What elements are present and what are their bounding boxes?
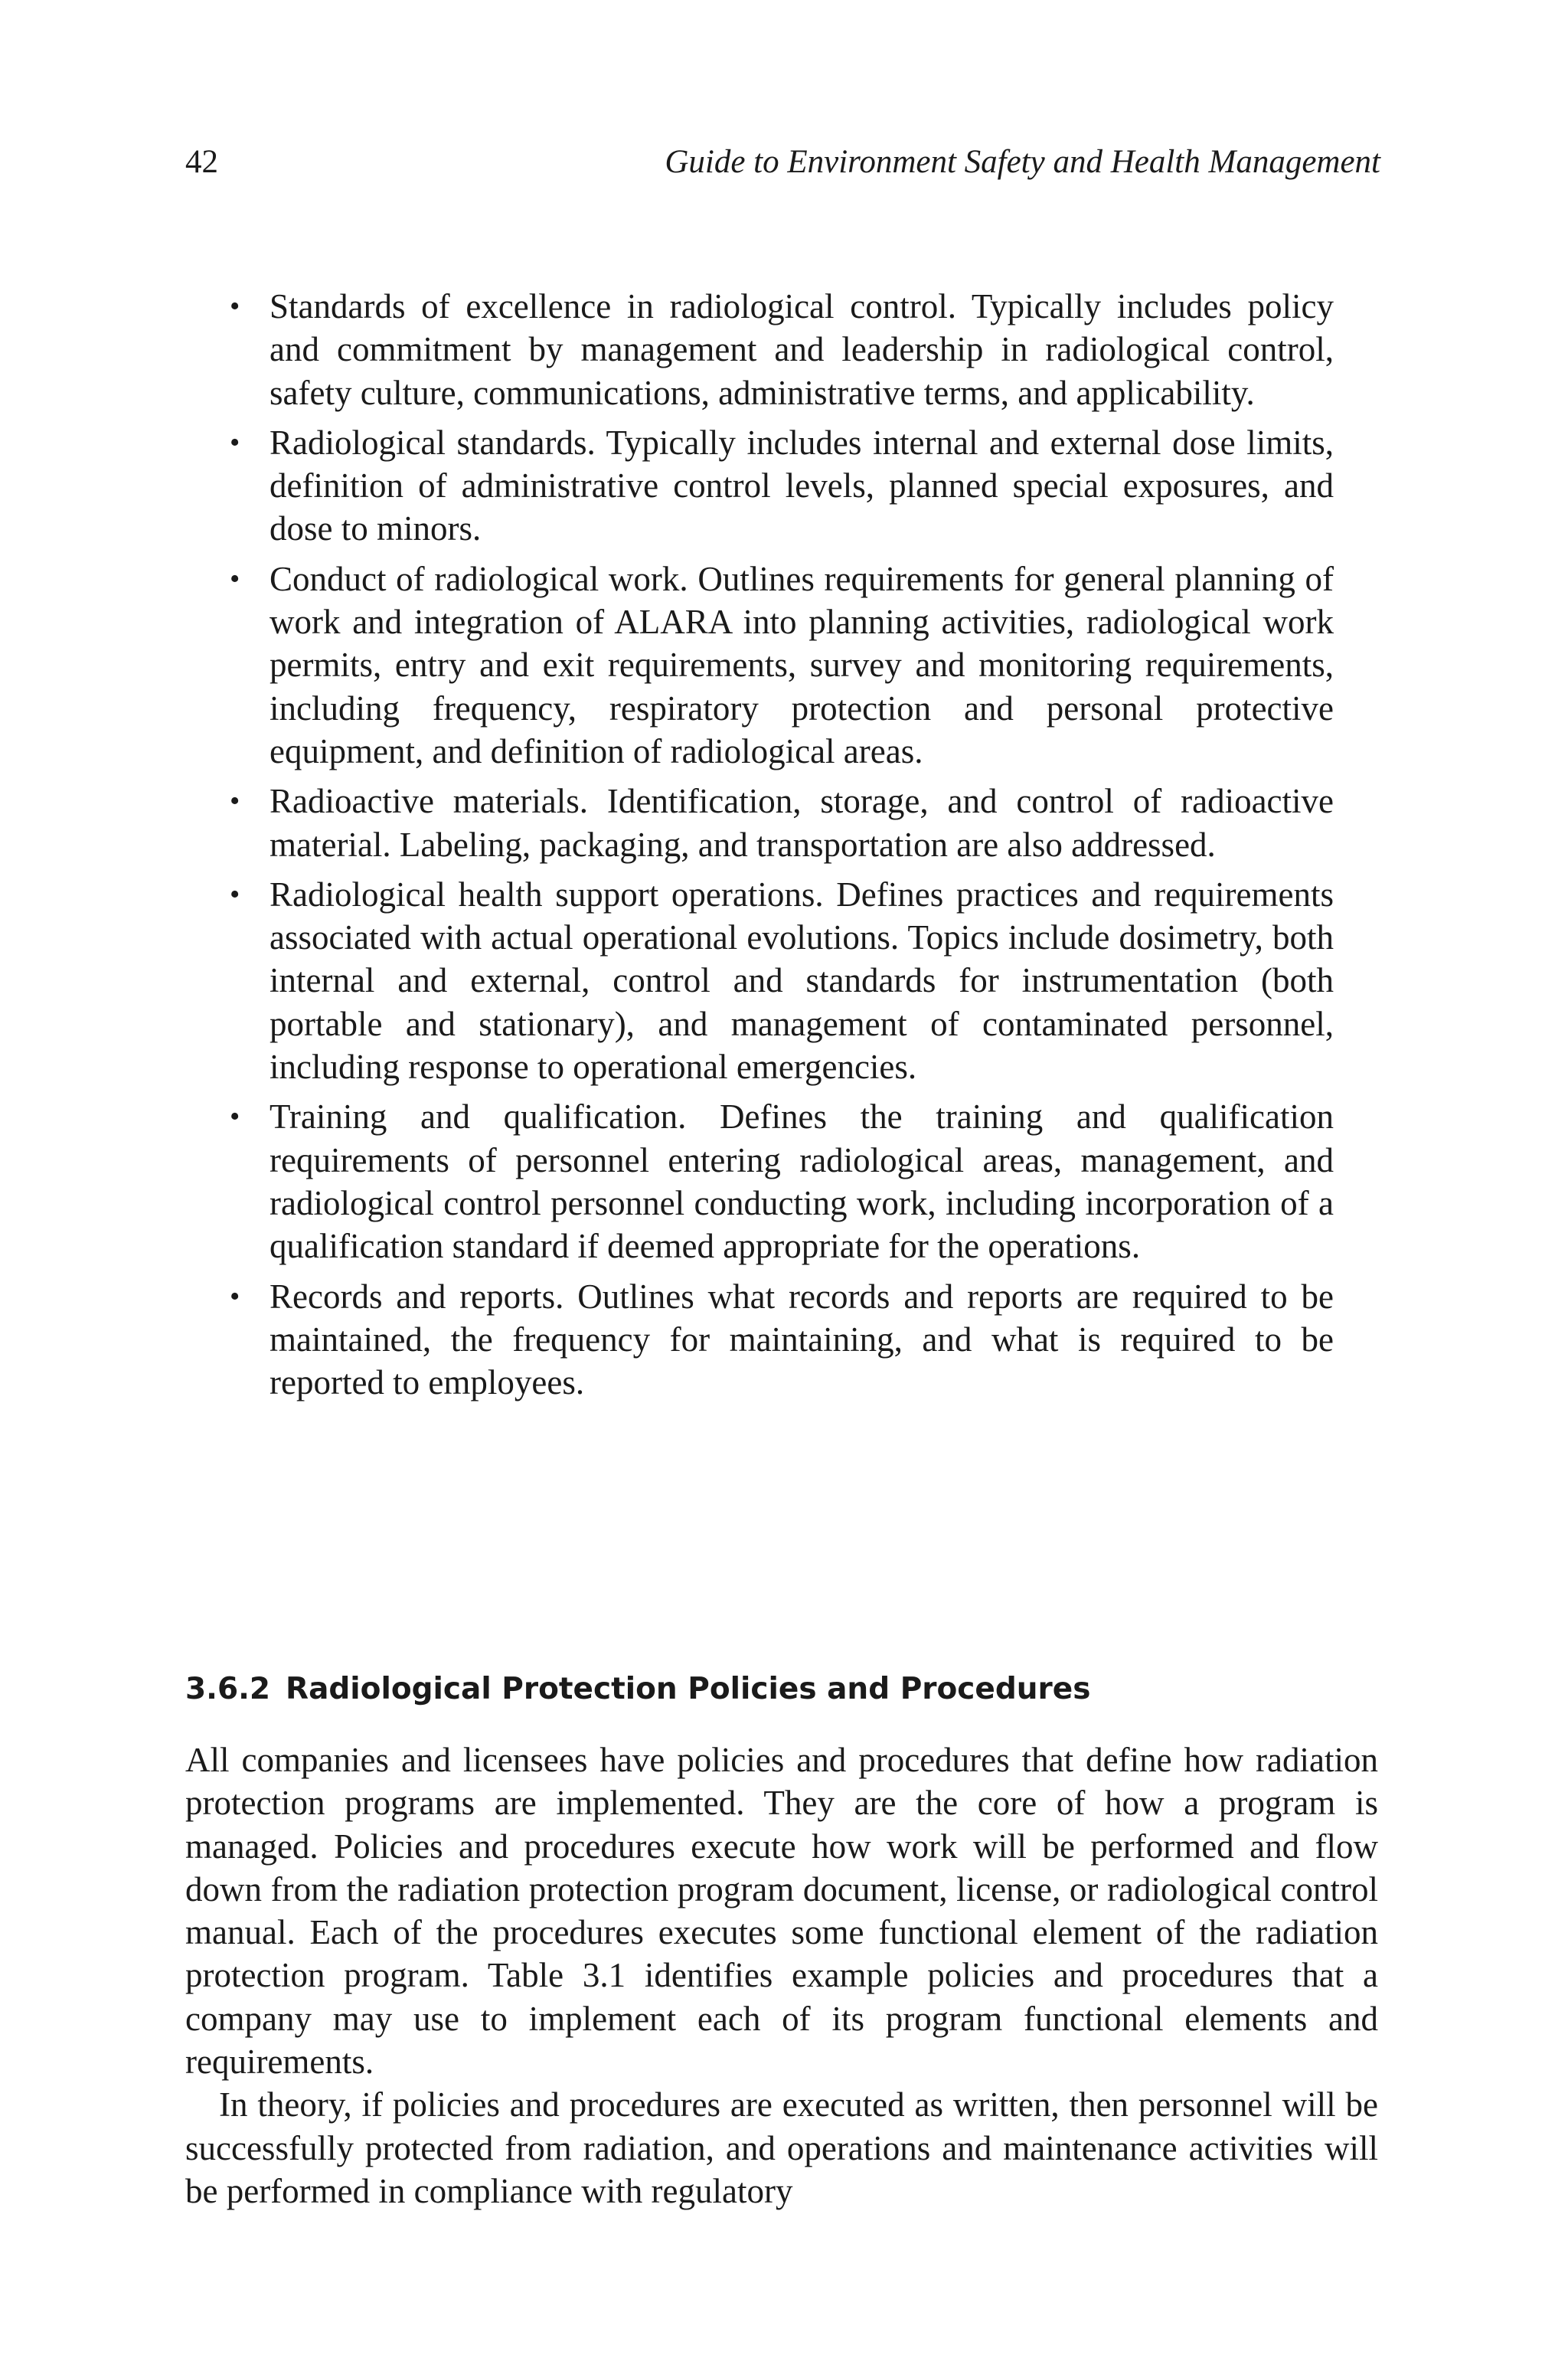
section-heading xyxy=(185,1674,1090,1704)
bullet-icon: • xyxy=(230,562,240,595)
list-item-text: Radiological standards. Typically includes internal and external dose limits, definition of administrative control levels, planned special exposures, and dose to minors. xyxy=(270,423,1334,548)
bullet-icon: • xyxy=(230,785,240,818)
list-item xyxy=(230,558,1334,773)
list-item xyxy=(230,1095,1334,1267)
list-item xyxy=(230,873,1334,1088)
list-item-text: Training and qualification. Defines the training and qualification requirements of personnel entering radiological areas, management, and radiological control personnel conducting work, including incorporation of a qualification standard if deemed appropriate for the operations. xyxy=(270,1097,1334,1266)
list-item xyxy=(230,1275,1334,1405)
bullet-icon: • xyxy=(230,426,240,459)
bullet-list xyxy=(230,285,1334,1411)
list-item xyxy=(230,285,1334,414)
running-head-title: Guide to Environment Safety and Health Management xyxy=(665,144,1380,180)
list-item-text: Radiological health support operations. Defines practices and requirements associated with actual operational evolutions. Topics include dosimetry, both internal and external, control and standards for instrumentation (both portable and stationary), and management of contaminated personnel, including response to operational emergencies. xyxy=(270,875,1334,1087)
bullet-icon: • xyxy=(230,878,240,911)
list-item-text: Standards of excellence in radiological control. Typically includes policy and commitment by management and leadership in radiological control, safety culture, communications, administrative terms, and applicability. xyxy=(270,287,1334,412)
paragraph: In theory, if policies and procedures are executed as written, then personnel will be successfully protected from radiation, and operations and maintenance activities will be performed in compliance with regulatory xyxy=(185,2085,1378,2210)
bullet-icon: • xyxy=(230,1101,240,1133)
bullet-icon: • xyxy=(230,1280,240,1313)
list-item-text: Records and reports. Outlines what records and reports are required to be maintained, the frequency for maintaining, and what is required to be reported to employees. xyxy=(270,1277,1334,1402)
section-number: 3.6.2 xyxy=(185,1672,271,1706)
list-item xyxy=(230,780,1334,866)
section-title: Radiological Protection Policies and Procedures xyxy=(286,1672,1091,1706)
list-item xyxy=(230,421,1334,551)
page-number: 42 xyxy=(185,144,218,180)
paragraph: All companies and licensees have policies and procedures that define how radiation protection programs are implemented. They are the core of how a program is managed. Policies and procedures execute how work will be performed and flow down from the radiation protection program document, license, or radiological control manual. Each of the procedures executes some functional element of the radiation protection program. Table 3.1 identifies example policies and procedures that a company may use to implement each of its program functional elements and requirements. xyxy=(185,1741,1378,2082)
list-item-text: Conduct of radiological work. Outlines requirements for general planning of work and integration of ALARA into planning activities, radiological work permits, entry and exit requirements, survey and monitoring requirements, including frequency, respiratory protection and personal protective equipment, and definition of radiological areas. xyxy=(270,559,1334,770)
bullet-icon: • xyxy=(230,290,240,322)
list-item-text: Radioactive materials. Identification, storage, and control of radioactive material. Labeling, packaging, and transportation are also addressed. xyxy=(270,782,1334,864)
body-text xyxy=(185,1738,1378,2213)
